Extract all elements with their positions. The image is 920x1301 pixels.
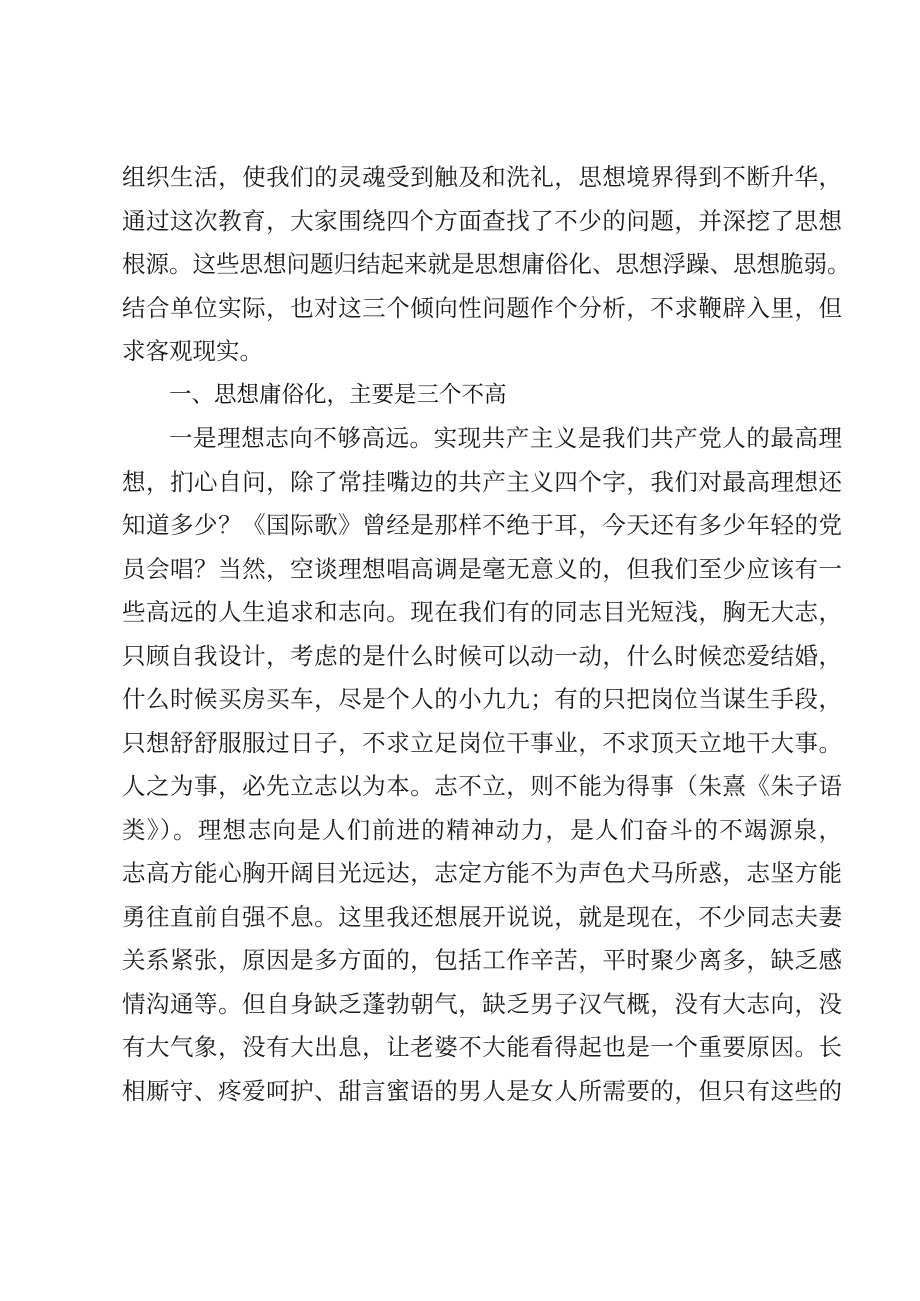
text-line: 组织生活，使我们的灵魂受到触及和洗礼，思想境界得到不断升华，	[122, 163, 842, 191]
text-line: 想，扪心自问，除了常挂嘴边的共产主义四个字，我们对最高理想还	[122, 467, 842, 496]
text-line: 只顾自我设计，考虑的是什么时候可以动一动，什么时候恋爱结婚，	[122, 641, 842, 670]
text-line: 求客观现实。	[122, 337, 263, 365]
text-line: 知道多少？《国际歌》曾经是那样不绝于耳，今天还有多少年轻的党	[122, 511, 842, 539]
text-line: 勇往直前自强不息。这里我还想展开说说，就是现在，不少同志夫妻	[122, 902, 842, 931]
text-line: 只想舒舒服服过日子，不求立足岗位干事业，不求顶天立地干大事。	[122, 728, 842, 757]
text-line: 情沟通等。但自身缺乏蓬勃朝气，缺乏男子汉气概，没有大志向，没	[122, 989, 842, 1018]
text-line: 相厮守、疼爱呵护、甜言蜜语的男人是女人所需要的，但只有这些的	[122, 1076, 842, 1105]
text-line: 员会唱？当然，空谈理想唱高调是毫无意义的，但我们至少应该有一	[122, 554, 842, 583]
section-heading: 一、思想庸俗化，主要是三个不高	[169, 381, 507, 408]
text-line: 一是理想志向不够高远。实现共产主义是我们共产党人的最高理	[169, 424, 842, 452]
document-body	[122, 156, 851, 1113]
text-line: 些高远的人生追求和志向。现在我们有的同志目光短浅，胸无大志，	[122, 598, 842, 626]
text-line: 人之为事，必先立志以为本。志不立，则不能为得事（朱熹《朱子语	[122, 772, 842, 800]
paragraph-1	[122, 156, 851, 374]
text-line: 结合单位实际，也对这三个倾向性问题作个分析，不求鞭辟入里，但	[122, 293, 842, 322]
text-line: 类》）。理想志向是人们前进的精神动力，是人们奋斗的不竭源泉，	[122, 815, 842, 844]
text-line: 有大气象，没有大出息，让老婆不大能看得起也是一个重要原因。长	[122, 1033, 842, 1061]
text-line: 根源。这些思想问题归结起来就是思想庸俗化、思想浮躁、思想脆弱。	[122, 250, 851, 278]
text-line: 通过这次教育，大家围绕四个方面查找了不少的问题，并深挖了思想	[122, 206, 842, 235]
text-line: 关系紧张，原因是多方面的，包括工作辛苦，平时聚少离多，缺乏感	[122, 946, 842, 974]
paragraph-2	[122, 417, 842, 1113]
text-line: 什么时候买房买车，尽是个人的小九九；有的只把岗位当谋生手段，	[122, 685, 842, 713]
text-line: 志高方能心胸开阔目光远达，志定方能不为声色犬马所惑，志坚方能	[122, 859, 842, 887]
